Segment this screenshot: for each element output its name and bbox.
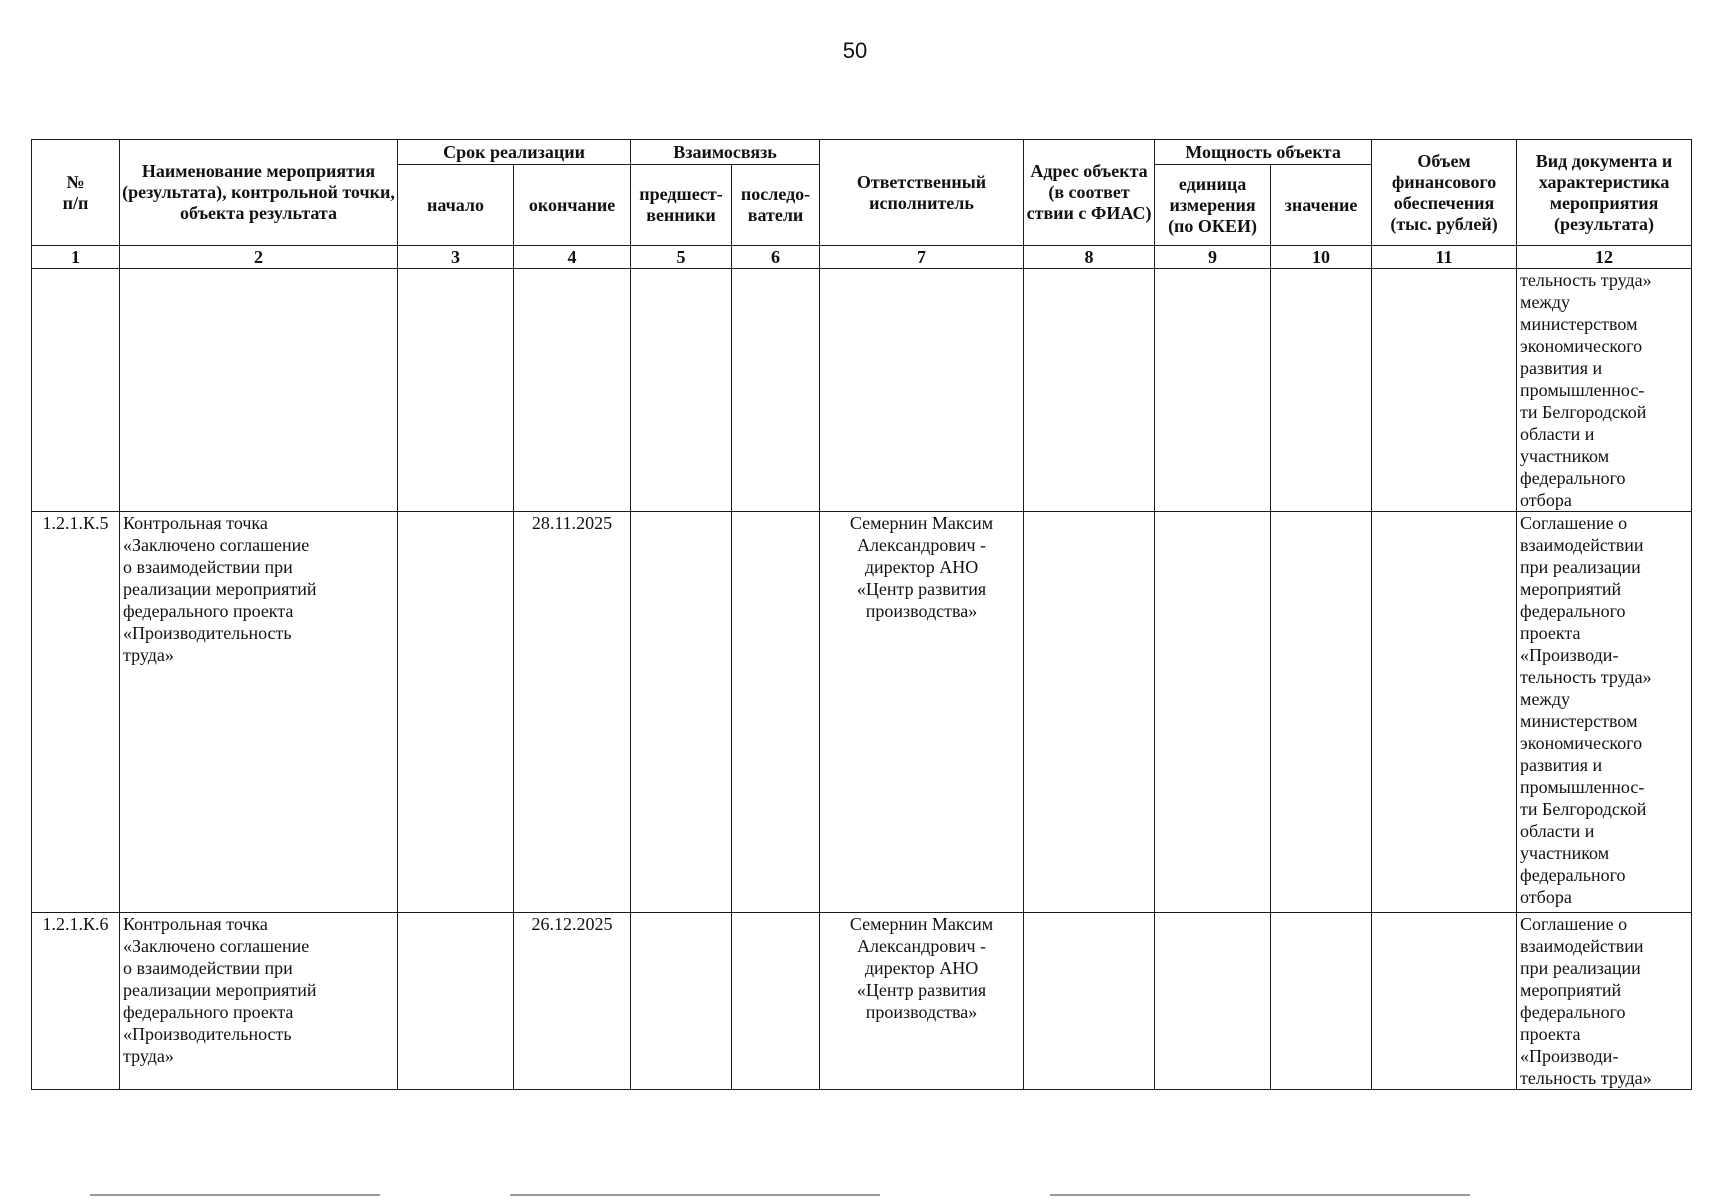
col-number: 6 <box>732 246 820 269</box>
col-number: 10 <box>1271 246 1372 269</box>
col-header-start: начало <box>398 165 514 246</box>
cell-num: 1.2.1.К.5 <box>32 512 120 913</box>
cell-funding <box>1372 913 1517 1090</box>
cell-responsible <box>820 512 1024 913</box>
cell-responsible <box>820 269 1024 512</box>
cell-name <box>120 269 398 512</box>
cell-unit <box>1155 269 1271 512</box>
col-number: 12 <box>1517 246 1692 269</box>
cell-predecessors <box>631 913 732 1090</box>
cell-unit <box>1155 512 1271 913</box>
cell-value <box>1271 269 1372 512</box>
cell-doc <box>1517 512 1692 913</box>
cell-name <box>120 512 398 913</box>
cell-end <box>514 269 631 512</box>
cell-end: 28.11.2025 <box>514 512 631 913</box>
cell-doc <box>1517 269 1692 512</box>
cell-predecessors <box>631 269 732 512</box>
cell-start <box>398 913 514 1090</box>
cell-num: 1.2.1.К.6 <box>32 913 120 1090</box>
col-header-unit: единица измерения (по ОКЕИ) <box>1155 165 1271 246</box>
col-number: 7 <box>820 246 1024 269</box>
cell-start <box>398 269 514 512</box>
table-row <box>32 512 1692 913</box>
col-number: 4 <box>514 246 631 269</box>
cell-value <box>1271 913 1372 1090</box>
page-number: 50 <box>842 38 868 63</box>
col-header-name: Наименование мероприятия (результата), контрольной точки, объекта результата <box>120 140 398 246</box>
cell-doc-text: тельность труда» между министерством экономического развития и промышленнос- ти Белгородской области и участником федерального отбора <box>1520 270 1652 510</box>
column-numbers-row <box>32 246 1692 269</box>
cell-num <box>32 269 120 512</box>
col-header-end: окончание <box>514 165 631 246</box>
col-header-num: № п/п <box>32 140 120 246</box>
cell-funding <box>1372 512 1517 913</box>
scan-edge-line <box>90 1194 380 1196</box>
plan-table <box>31 139 1692 1090</box>
cell-value <box>1271 512 1372 913</box>
cell-doc-text: Соглашение о взаимодействии при реализации мероприятий федерального проекта «Производи- тельность труда» между министерством экономического развития и промышленнос- ти Белгородской области и участником федерального отбора <box>1520 513 1652 907</box>
cell-name-text: Контрольная точка «Заключено соглашение о взаимодействии при реализации мероприятий федерального проекта «Производительность труда» <box>123 914 317 1066</box>
col-number: 5 <box>631 246 732 269</box>
scan-edge-line <box>510 1194 880 1196</box>
cell-doc-text: Соглашение о взаимодействии при реализации мероприятий федерального проекта «Производи- тельность труда» <box>1520 914 1652 1088</box>
col-header-period: Срок реализации <box>398 140 631 165</box>
col-header-doc-type: Вид документа и характеристика мероприятия (результата) <box>1517 140 1692 246</box>
cell-responsible <box>820 913 1024 1090</box>
cell-name <box>120 913 398 1090</box>
cell-unit <box>1155 913 1271 1090</box>
cell-start <box>398 512 514 913</box>
cell-doc <box>1517 913 1692 1090</box>
scan-edge-line <box>1050 1194 1470 1196</box>
col-number: 2 <box>120 246 398 269</box>
col-header-funding: Объем финансового обеспечения (тыс. рублей) <box>1372 140 1517 246</box>
cell-responsible-text: Семернин Максим Александрович - директор АНО «Центр развития производства» <box>849 513 994 621</box>
header-row-1 <box>32 140 1692 165</box>
col-header-value: значение <box>1271 165 1372 246</box>
col-header-responsible: Ответственный исполнитель <box>820 140 1024 246</box>
col-header-capacity: Мощность объекта <box>1155 140 1372 165</box>
col-header-predecessors: предшест-венники <box>631 165 732 246</box>
cell-successors <box>732 269 820 512</box>
cell-responsible-text: Семернин Максим Александрович - директор АНО «Центр развития производства» <box>849 914 994 1022</box>
col-header-links: Взаимосвязь <box>631 140 820 165</box>
col-number: 3 <box>398 246 514 269</box>
table-row <box>32 269 1692 512</box>
table-row <box>32 913 1692 1090</box>
col-number: 1 <box>32 246 120 269</box>
cell-successors <box>732 512 820 913</box>
cell-predecessors <box>631 512 732 913</box>
col-header-address: Адрес объекта (в соответ ствии с ФИАС) <box>1024 140 1155 246</box>
col-number: 8 <box>1024 246 1155 269</box>
cell-address <box>1024 269 1155 512</box>
col-number: 9 <box>1155 246 1271 269</box>
cell-end: 26.12.2025 <box>514 913 631 1090</box>
col-header-successors: последо-ватели <box>732 165 820 246</box>
col-number: 11 <box>1372 246 1517 269</box>
cell-successors <box>732 913 820 1090</box>
cell-address <box>1024 913 1155 1090</box>
cell-funding <box>1372 269 1517 512</box>
cell-name-text: Контрольная точка «Заключено соглашение о взаимодействии при реализации мероприятий федерального проекта «Производительность труда» <box>123 513 317 665</box>
cell-address <box>1024 512 1155 913</box>
